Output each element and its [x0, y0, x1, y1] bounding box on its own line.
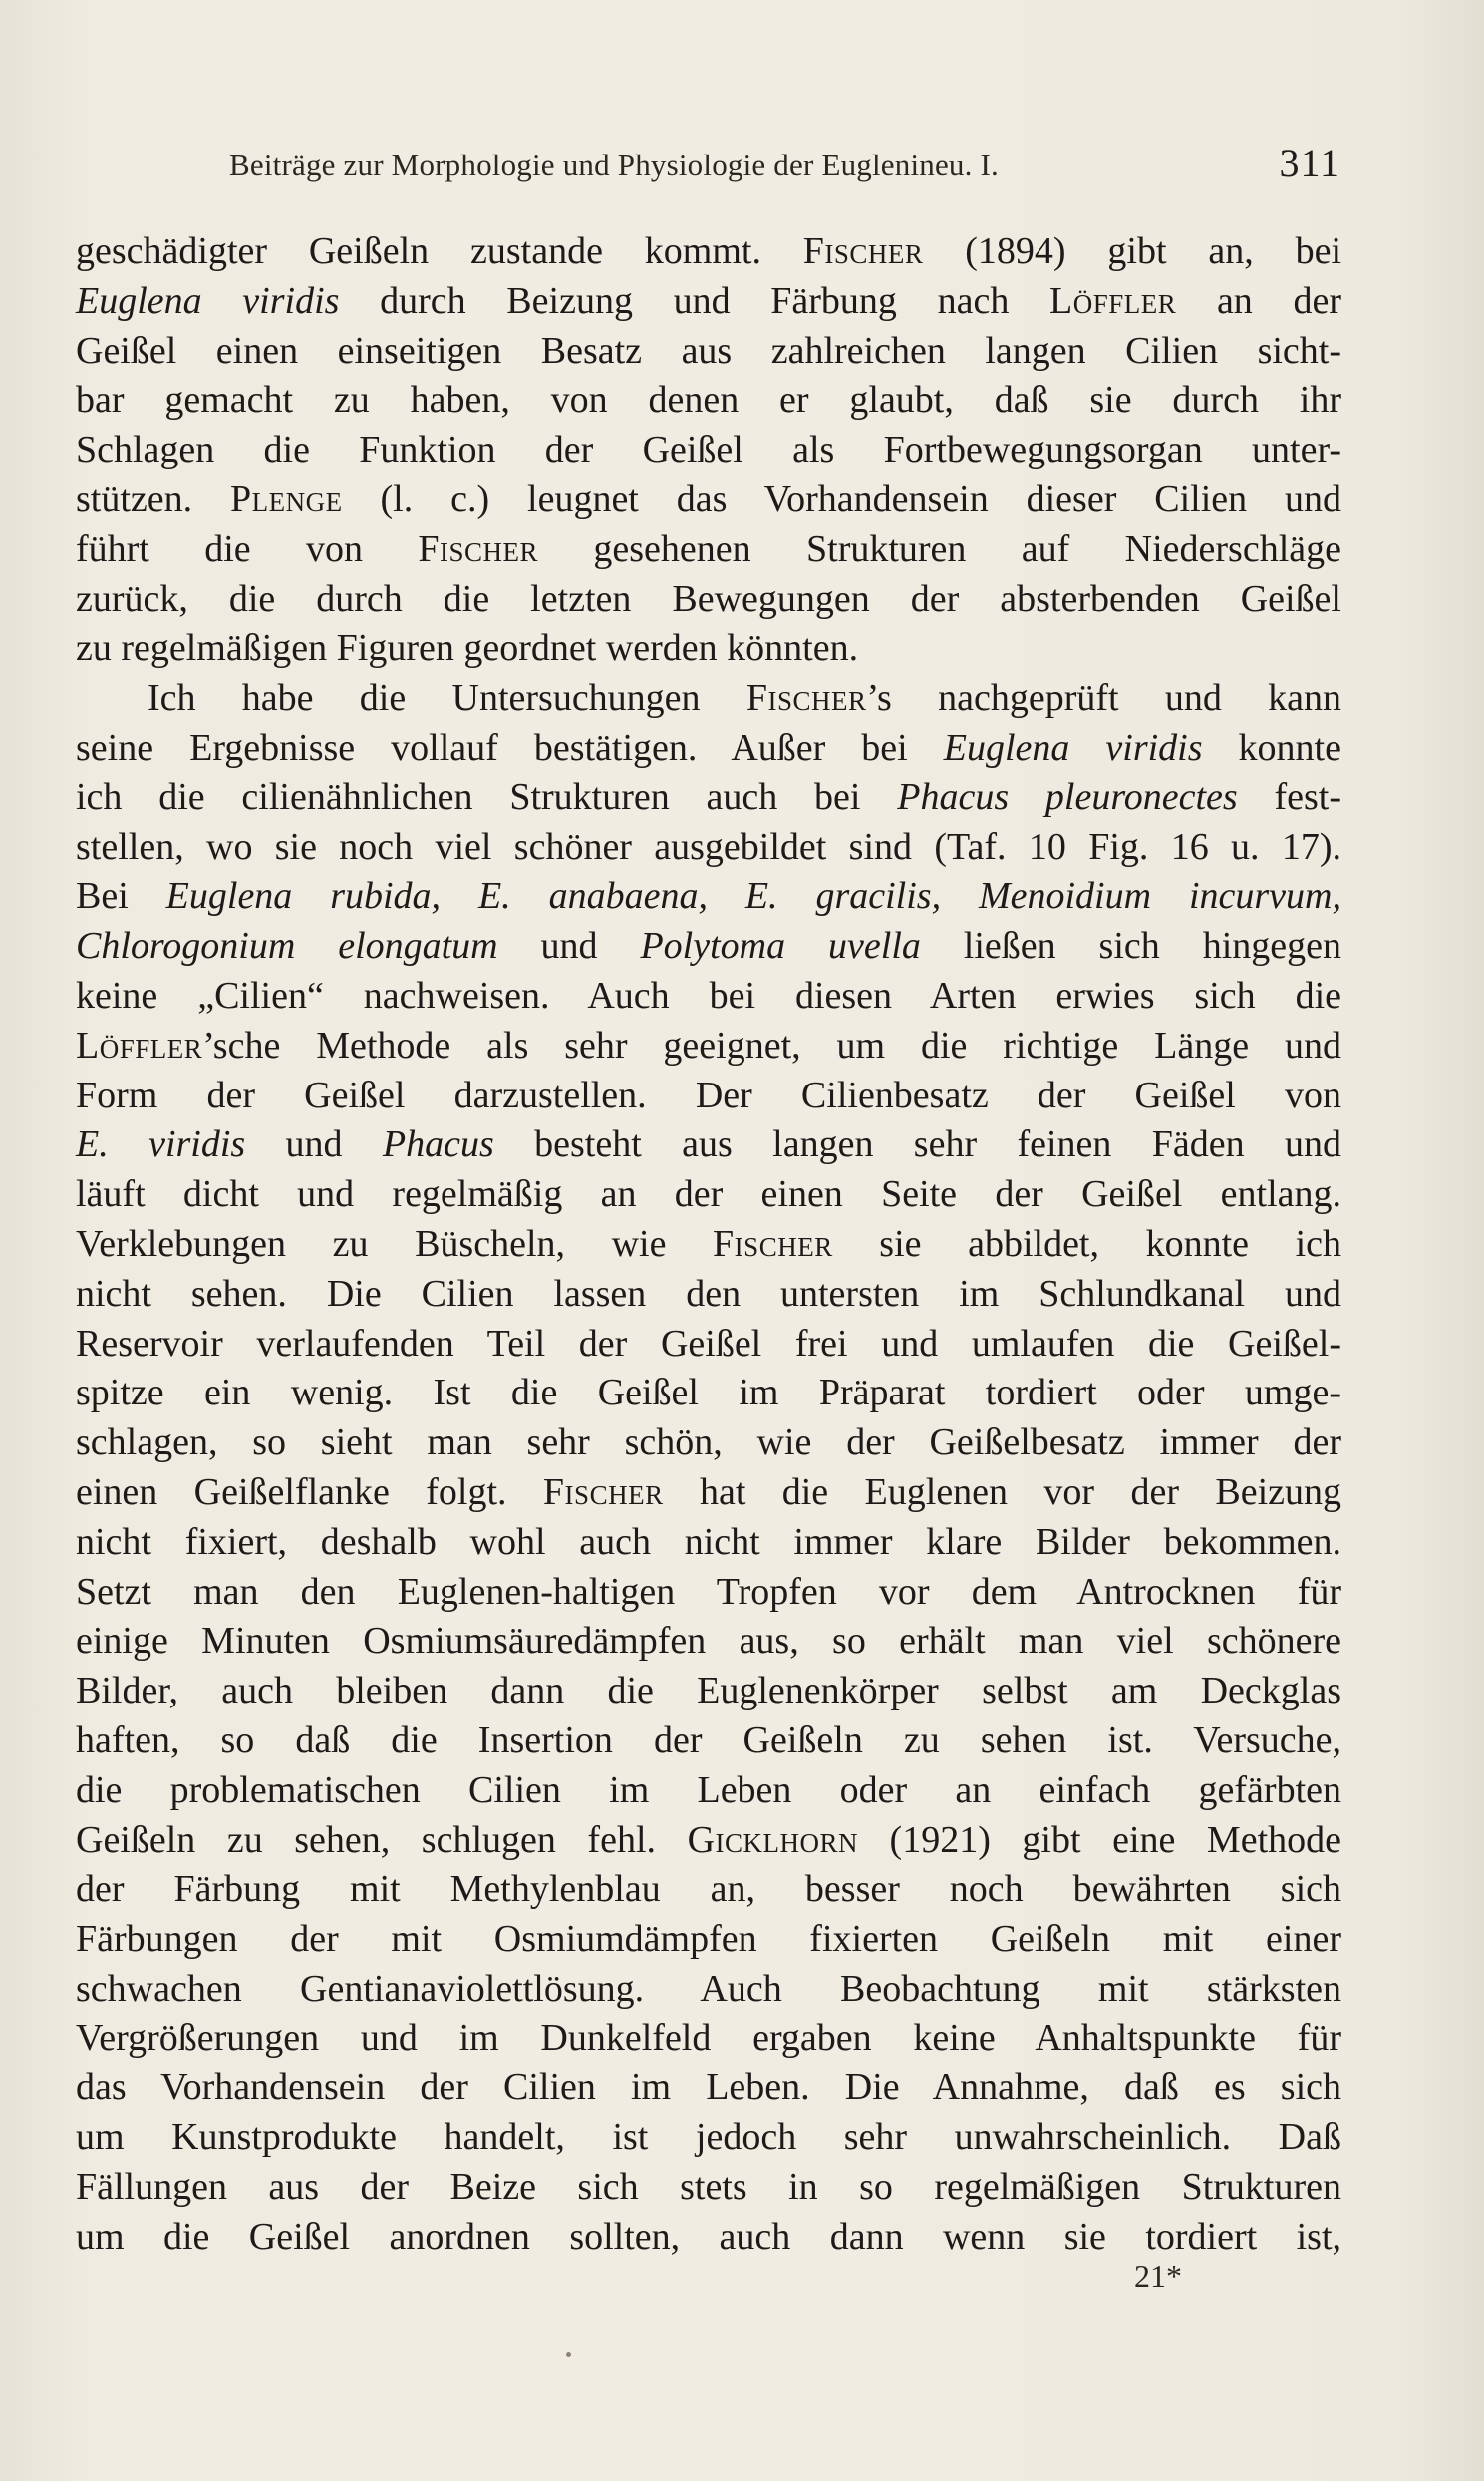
text-line	[76, 1766, 1341, 1816]
text-line	[76, 227, 1341, 277]
text-line	[76, 972, 1341, 1022]
text-run: um die Geißel anordnen sollten, auch dann wenn sie tordiert ist,	[76, 2215, 1341, 2258]
text-run: nicht fixiert, deshalb wohl auch nicht immer klare Bilder bekommen.	[76, 1520, 1341, 1563]
text-run: durch Beizung und Färbung nach	[339, 279, 1050, 322]
text-line	[76, 1220, 1341, 1270]
text-line	[76, 1468, 1341, 1518]
text-run: spitze ein wenig. Ist die Geißel im Präparat tordiert oder umge-	[76, 1372, 1341, 1414]
italic-term: Phacus	[382, 1123, 494, 1166]
text-line	[76, 872, 1341, 922]
text-run: haften, so daß die Insertion der Geißeln zu sehen ist. Versuche,	[76, 1718, 1341, 1761]
italic-term: E. viridis	[76, 1123, 246, 1166]
text-run: fest-	[1237, 775, 1341, 818]
text-run: gesehenen Strukturen auf Niederschläge	[538, 527, 1341, 570]
text-line	[76, 1816, 1341, 1866]
text-line	[76, 1418, 1341, 1468]
text-run: die problematischen Cilien im Leben oder an einfach gefärbten	[76, 1768, 1341, 1811]
author-name: Fischer	[802, 230, 924, 272]
text-run: Form der Geißel darzustellen. Der Cilienbesatz der Geißel von	[76, 1074, 1341, 1116]
text-run: hat die Euglenen vor der Beizung	[663, 1470, 1341, 1513]
text-line	[76, 674, 1341, 724]
text-run: schlagen, so sieht man sehr schön, wie der Geißelbesatz immer der	[76, 1421, 1341, 1464]
body-text	[76, 227, 1341, 2263]
text-run: führt die von	[76, 527, 419, 570]
text-run: Setzt man den Euglenen-haltigen Tropfen vor dem Antrocknen für	[76, 1570, 1341, 1613]
printer-signature: 21*	[1134, 2258, 1182, 2294]
author-name: Fischer	[745, 677, 867, 720]
text-line	[76, 1716, 1341, 1766]
text-run: Geißeln zu sehen, schlugen fehl.	[76, 1818, 688, 1861]
text-line	[76, 2063, 1341, 2113]
text-line	[76, 624, 1341, 674]
text-run: läuft dicht und regelmäßig an der einen Seite der Geißel entlang.	[76, 1173, 1341, 1216]
text-run: bar gemacht zu haben, von denen er glaubt, daß sie durch ihr	[76, 379, 1341, 422]
text-run: geschädigter Geißeln zustande kommt.	[76, 230, 803, 272]
text-line	[76, 1518, 1341, 1568]
text-run: einen Geißelflanke folgt.	[76, 1470, 543, 1513]
text-run: besteht aus langen sehr feinen Fäden und	[493, 1123, 1341, 1166]
text-run: einige Minuten Osmiumsäuredämpfen aus, so erhält man viel schönere	[76, 1620, 1341, 1663]
text-line	[76, 922, 1341, 972]
text-line	[76, 2015, 1341, 2064]
author-name: Fischer	[542, 1470, 664, 1513]
text-run: der Färbung mit Methylenblau an, besser noch bewährten sich	[76, 1868, 1341, 1911]
italic-term: Euglena viridis	[943, 726, 1203, 769]
author-name: Löffler	[1049, 279, 1177, 322]
text-run: das Vorhandensein der Cilien im Leben. Die Annahme, daß es sich	[76, 2066, 1341, 2109]
text-run: (1921) gibt eine Methode	[858, 1818, 1341, 1861]
text-line	[76, 1965, 1341, 2015]
author-name: Gicklhorn	[687, 1818, 859, 1861]
text-run: sie abbildet, konnte ich	[832, 1222, 1342, 1265]
text-run: stellen, wo sie noch viel schöner ausgebildet sind (Taf. 10 Fig. 16 u. 17).	[76, 825, 1341, 868]
text-run: nicht sehen. Die Cilien lassen den untersten im Schlundkanal und	[76, 1272, 1341, 1315]
text-line	[76, 823, 1341, 873]
text-run: Färbungen der mit Osmiumdämpfen fixierten Geißeln mit einer	[76, 1918, 1341, 1961]
text-line	[76, 376, 1341, 426]
text-line	[76, 774, 1341, 823]
text-line	[76, 1617, 1341, 1667]
text-line	[76, 475, 1341, 525]
text-line	[76, 2163, 1341, 2213]
text-run: und	[497, 925, 641, 968]
author-name: Löffler	[76, 1024, 203, 1067]
text-run: keine „Cilien“ nachweisen. Auch bei diesen Arten erwies sich die	[76, 974, 1341, 1017]
text-run: um Kunstprodukte handelt, ist jedoch sehr unwahrscheinlich. Daß	[76, 2116, 1341, 2159]
text-line	[76, 277, 1341, 327]
text-run: Fällungen aus der Beize sich stets in so regelmäßigen Strukturen	[76, 2166, 1341, 2209]
italic-term: Chlorogonium elongatum	[76, 925, 498, 968]
text-line	[76, 724, 1341, 774]
text-run: und	[245, 1123, 383, 1166]
text-run: (1894) gibt an, bei	[923, 230, 1341, 272]
text-run: Schlagen die Funktion der Geißel als Fortbewegungsorgan unter-	[76, 429, 1341, 471]
running-head: Beiträge zur Morphologie und Physiologie der Euglenineu. I.	[229, 148, 999, 182]
text-run: Geißel einen einseitigen Besatz aus zahlreichen langen Cilien sicht-	[76, 329, 1341, 372]
text-run: ’s nachgeprüft und kann	[866, 677, 1341, 720]
text-line	[76, 1170, 1341, 1220]
author-name: Fischer	[713, 1222, 833, 1265]
text-run: Vergrößerungen und im Dunkelfeld ergaben keine Anhaltspunkte für	[76, 2016, 1341, 2059]
text-line	[76, 1120, 1341, 1170]
text-line	[76, 1369, 1341, 1418]
author-name: Fischer	[418, 527, 539, 570]
italic-term: Polytoma uvella	[640, 925, 921, 968]
text-run: schwachen Gentianaviolettlösung. Auch Beobachtung mit stärksten	[76, 1967, 1341, 2010]
text-line	[76, 1022, 1341, 1072]
text-run: Verklebungen zu Büscheln, wie	[76, 1222, 714, 1265]
text-line	[76, 575, 1341, 625]
paper-speck	[566, 2352, 571, 2357]
text-run: (l. c.) leugnet das Vorhandensein dieser Cilien und	[342, 477, 1342, 520]
page-number: 311	[1279, 141, 1340, 185]
text-line	[76, 1667, 1341, 1716]
text-line	[76, 2113, 1341, 2163]
text-line	[76, 1072, 1341, 1121]
italic-term: Euglena rubida, E. anabaena, E. gracilis, Menoidium incurvum,	[165, 875, 1341, 918]
text-line	[76, 327, 1341, 377]
text-run: Bei	[76, 875, 166, 918]
page-header	[229, 140, 1340, 199]
text-run: zu regelmäßigen Figuren geordnet werden könnten.	[76, 627, 859, 670]
text-line	[76, 1568, 1341, 1618]
author-name: Plenge	[230, 477, 343, 520]
text-line	[76, 525, 1341, 575]
text-run: an der	[1176, 279, 1341, 322]
text-line	[76, 426, 1341, 475]
text-line	[76, 2213, 1341, 2263]
text-line	[76, 1915, 1341, 1965]
italic-term: Euglena viridis	[76, 279, 340, 322]
text-run: ich die cilienähnlichen Strukturen auch bei	[76, 775, 898, 818]
italic-term: Phacus pleuronectes	[897, 775, 1238, 818]
text-run: stützen.	[76, 477, 231, 520]
text-run: seine Ergebnisse vollauf bestätigen. Außer bei	[76, 726, 944, 769]
text-run: zurück, die durch die letzten Bewegungen der absterbenden Geißel	[76, 577, 1341, 620]
text-run: Bilder, auch bleiben dann die Euglenenkörper selbst am Deckglas	[76, 1670, 1341, 1712]
text-line	[76, 1865, 1341, 1915]
text-run: konnte	[1202, 726, 1341, 769]
text-run: Ich habe die Untersuchungen	[148, 677, 746, 720]
text-line	[76, 1320, 1341, 1370]
text-run: Reservoir verlaufenden Teil der Geißel frei und umlaufen die Geißel-	[76, 1322, 1341, 1365]
text-line	[76, 1270, 1341, 1320]
text-run: ließen sich hingegen	[920, 925, 1341, 968]
text-run: ’sche Methode als sehr geeignet, um die richtige Länge und	[202, 1024, 1341, 1067]
